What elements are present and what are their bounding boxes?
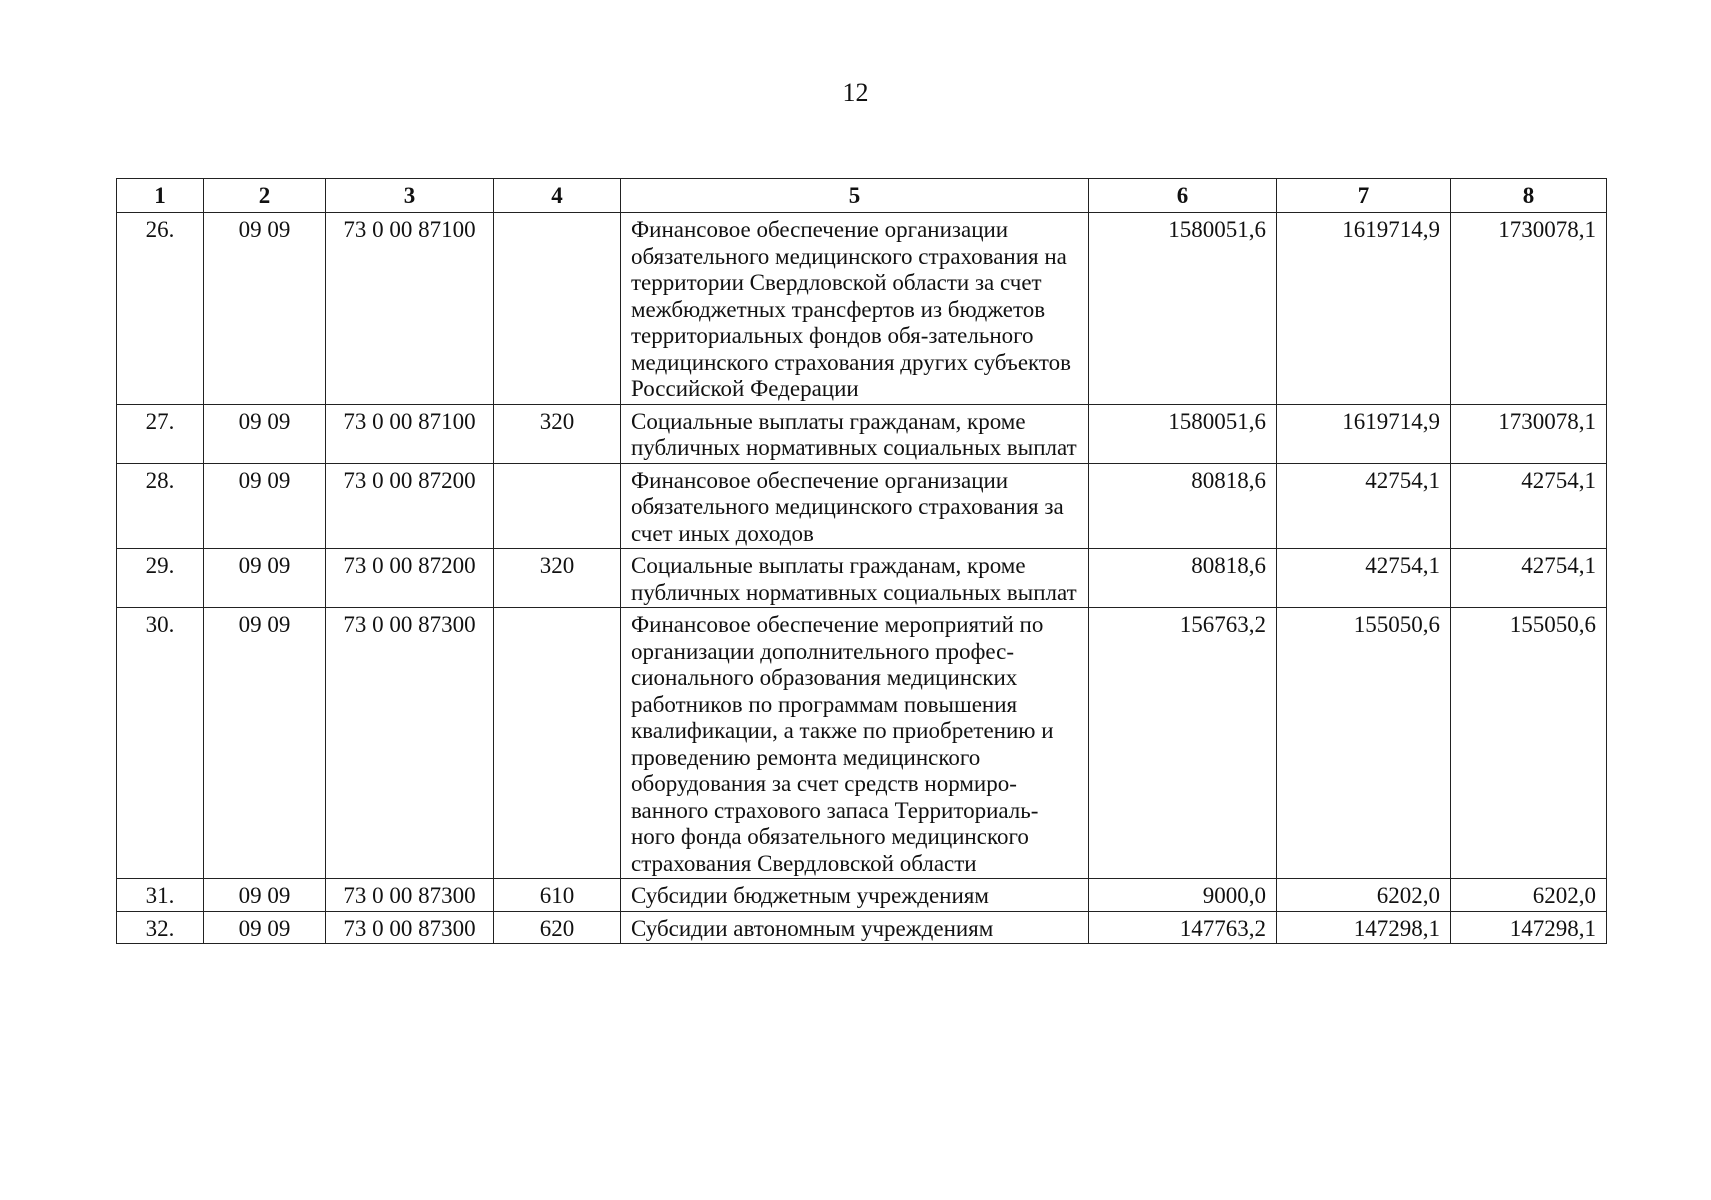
row-number: 30. [117, 608, 204, 879]
section-code: 09 09 [204, 213, 326, 405]
target-code: 73 0 00 87300 [326, 608, 494, 879]
target-code: 73 0 00 87100 [326, 213, 494, 405]
header-cell-4: 4 [494, 179, 621, 213]
amount-col8: 42754,1 [1451, 463, 1607, 549]
amount-col8: 1730078,1 [1451, 213, 1607, 405]
row-number: 32. [117, 911, 204, 944]
amount-col8: 1730078,1 [1451, 404, 1607, 463]
target-code: 73 0 00 87200 [326, 463, 494, 549]
table-row [117, 549, 1607, 608]
section-code: 09 09 [204, 911, 326, 944]
budget-table [116, 178, 1607, 944]
amount-col6: 80818,6 [1089, 549, 1277, 608]
amount-col7: 42754,1 [1277, 549, 1451, 608]
header-cell-3: 3 [326, 179, 494, 213]
item-name: Субсидии бюджетным учреждениям [621, 879, 1089, 912]
target-code: 73 0 00 87300 [326, 911, 494, 944]
section-code: 09 09 [204, 404, 326, 463]
amount-col7: 155050,6 [1277, 608, 1451, 879]
section-code: 09 09 [204, 549, 326, 608]
amount-col6: 1580051,6 [1089, 404, 1277, 463]
row-number: 26. [117, 213, 204, 405]
amount-col7: 147298,1 [1277, 911, 1451, 944]
row-number: 29. [117, 549, 204, 608]
expense-code [494, 608, 621, 879]
row-number: 27. [117, 404, 204, 463]
header-cell-5: 5 [621, 179, 1089, 213]
amount-col6: 147763,2 [1089, 911, 1277, 944]
item-name: Финансовое обеспечение организации обязательного медицинского страхования за счет иных доходов [621, 463, 1089, 549]
item-name: Социальные выплаты гражданам, кроме публичных нормативных социальных выплат [621, 404, 1089, 463]
table-row [117, 404, 1607, 463]
amount-col6: 1580051,6 [1089, 213, 1277, 405]
table-row [117, 463, 1607, 549]
amount-col7: 42754,1 [1277, 463, 1451, 549]
item-name: Социальные выплаты гражданам, кроме публичных нормативных социальных выплат [621, 549, 1089, 608]
amount-col8: 155050,6 [1451, 608, 1607, 879]
header-cell-2: 2 [204, 179, 326, 213]
expense-code [494, 463, 621, 549]
table-row [117, 213, 1607, 405]
item-name: Субсидии автономным учреждениям [621, 911, 1089, 944]
header-cell-1: 1 [117, 179, 204, 213]
row-number: 31. [117, 879, 204, 912]
expense-code: 320 [494, 549, 621, 608]
header-row [117, 179, 1607, 213]
amount-col7: 6202,0 [1277, 879, 1451, 912]
item-name: Финансовое обеспечение мероприятий по организации дополнительного профес-сионального образования медицинских работников по программам повышения квалификации, а также по приобретению и проведению ремонта медицинского оборудования за счет средств нормиро-ванного страхового запаса Территориаль-ного фонда обязательного медицинского страхования Свердловской области [621, 608, 1089, 879]
table-row [117, 911, 1607, 944]
amount-col7: 1619714,9 [1277, 404, 1451, 463]
amount-col8: 147298,1 [1451, 911, 1607, 944]
amount-col7: 1619714,9 [1277, 213, 1451, 405]
amount-col8: 42754,1 [1451, 549, 1607, 608]
target-code: 73 0 00 87200 [326, 549, 494, 608]
expense-code: 610 [494, 879, 621, 912]
table-row [117, 608, 1607, 879]
row-number: 28. [117, 463, 204, 549]
target-code: 73 0 00 87300 [326, 879, 494, 912]
section-code: 09 09 [204, 463, 326, 549]
item-name: Финансовое обеспечение организации обязательного медицинского страхования на территории Свердловской области за счет межбюджетных трансфертов из бюджетов территориальных фондов обя-зательного медицинского страхования других субъектов Российской Федерации [621, 213, 1089, 405]
header-cell-8: 8 [1451, 179, 1607, 213]
expense-code: 320 [494, 404, 621, 463]
header-cell-7: 7 [1277, 179, 1451, 213]
amount-col6: 9000,0 [1089, 879, 1277, 912]
amount-col8: 6202,0 [1451, 879, 1607, 912]
table-row [117, 879, 1607, 912]
expense-code [494, 213, 621, 405]
amount-col6: 156763,2 [1089, 608, 1277, 879]
target-code: 73 0 00 87100 [326, 404, 494, 463]
header-cell-6: 6 [1089, 179, 1277, 213]
page-number: 12 [842, 78, 869, 107]
amount-col6: 80818,6 [1089, 463, 1277, 549]
expense-code: 620 [494, 911, 621, 944]
section-code: 09 09 [204, 879, 326, 912]
section-code: 09 09 [204, 608, 326, 879]
